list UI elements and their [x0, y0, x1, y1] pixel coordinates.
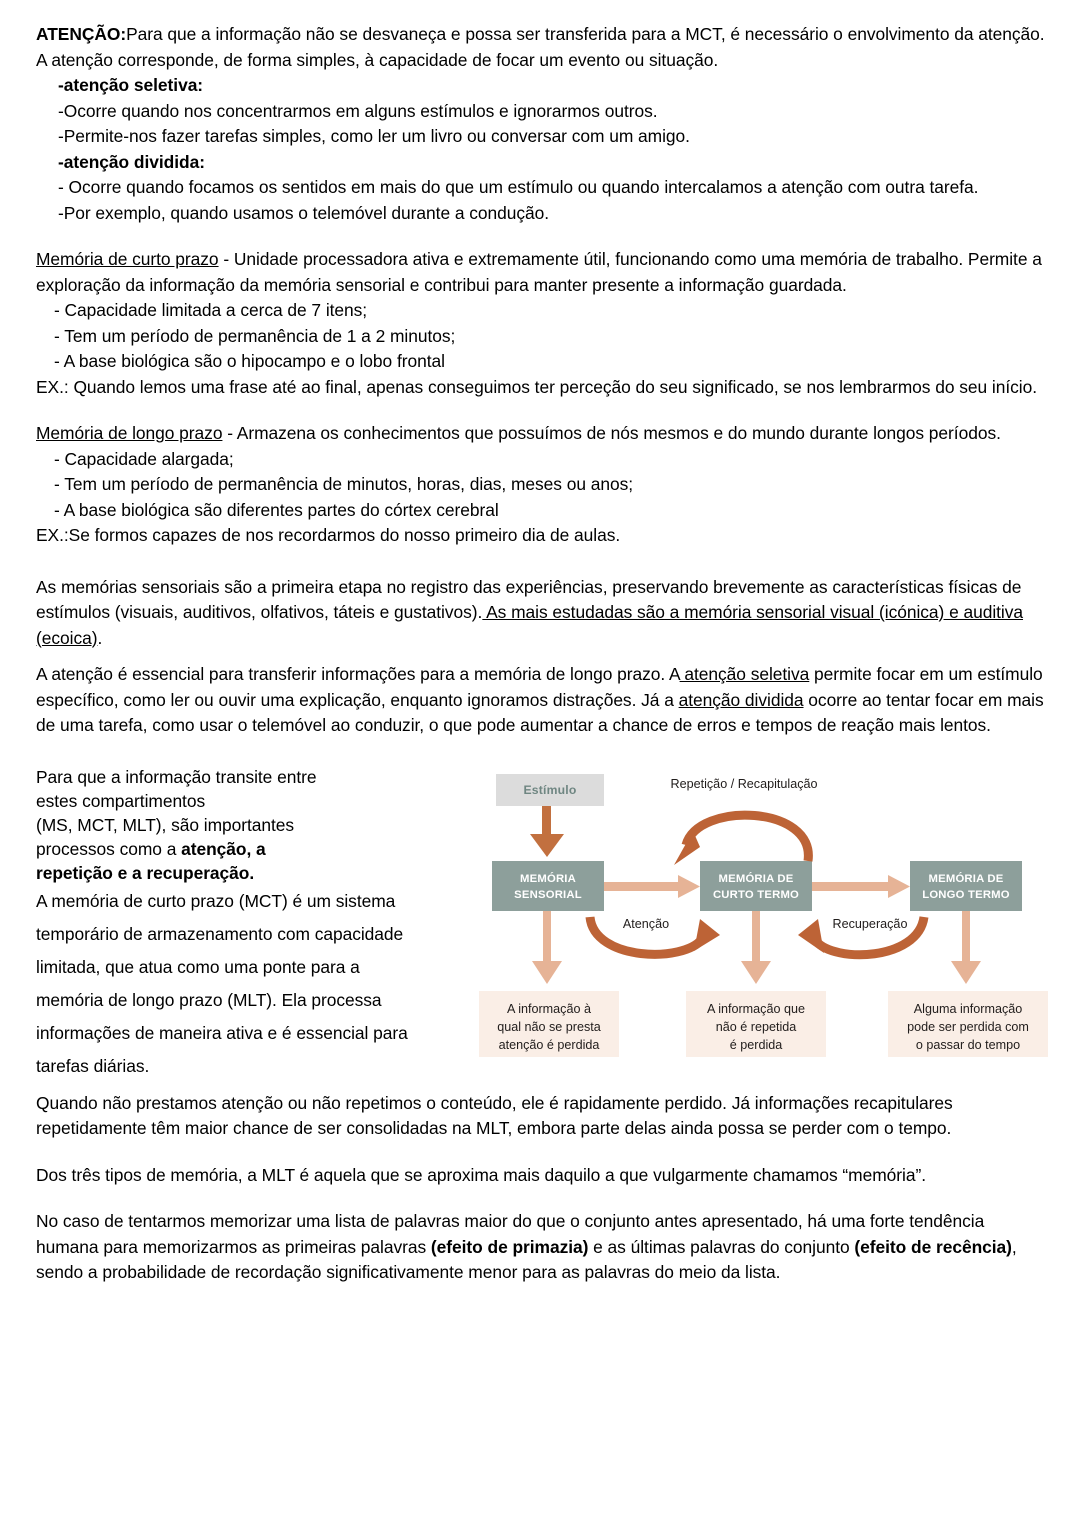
closing-paragraph-3 [36, 1209, 1050, 1286]
stage-box-sensory-line2: SENSORIAL [514, 888, 582, 901]
spacer [36, 1142, 1050, 1163]
selective-attention-line-1: -Ocorre quando nos concentrarmos em alguns estímulos e ignorarmos outros. [58, 100, 658, 121]
retrieval-label: Recuperação [832, 916, 908, 931]
spacer [36, 739, 1050, 765]
arrow-short-term-to-loss [741, 911, 771, 984]
loss-box-long-term-line2: pode ser perdida com [907, 1019, 1029, 1034]
long-term-memory-term: Memória de longo prazo [36, 423, 223, 443]
memory-model-diagram-svg [478, 765, 1050, 1065]
processes-line-5 [36, 861, 411, 885]
loss-box-long-term-line3: o passar do tempo [915, 1037, 1021, 1052]
attention-heading: ATENÇÃO: [36, 24, 127, 44]
attention-transfer-selective: atenção seletiva [679, 664, 810, 684]
processes-line-4-plain: processos como a [36, 838, 182, 859]
closing-paragraph-1: Quando não prestamos atenção ou não repetimos o conteúdo, ele é rapidamente perdido. Já informações recapitulares repetidamente têm maior chance de ser consolidadas na MLT, embora parte delas ainda possa se perder com o tempo. [36, 1092, 953, 1138]
long-term-bullet-2: - Tem um período de permanência de minutos, horas, dias, meses ou anos; [54, 474, 634, 494]
short-term-bullet-3: - A base biológica são o hipocampo e o lobo frontal [54, 351, 445, 371]
divided-attention-heading [36, 150, 1050, 176]
long-term-bullet-1: - Capacidade alargada; [54, 448, 234, 469]
closing-paragraph-3-e: , sendo a probabilidade de recordação significativamente menor para as palavras do meio da lista. [36, 1236, 1017, 1282]
spacer [36, 400, 1050, 421]
selective-attention-line-2: -Permite-nos fazer tarefas simples, como ler um livro ou conversar com um amigo. [58, 126, 690, 146]
arrow-rehearsal-loop [674, 815, 808, 865]
loss-box-sensory-line3: atenção é perdida [498, 1037, 600, 1052]
spacer [36, 226, 1050, 247]
attention-intro-paragraph [36, 22, 1050, 73]
sensory-memory-underlined: As mais estudadas são a memória sensorial visual (icónica) e auditiva (ecoica) [36, 602, 1024, 648]
attention-label: Atenção [622, 916, 670, 931]
stage-box-long-term-line1: MEMÓRIA DE [928, 872, 1004, 885]
arrow-short-term-to-long-term [812, 875, 910, 898]
stage-box-long-term-rect [910, 861, 1022, 911]
stage-box-short-term-line1: MEMÓRIA DE [718, 872, 794, 885]
divided-attention-line-2: -Por exemplo, quando usamos o telemóvel durante a condução. [58, 202, 550, 223]
stage-box-long-term-line2: LONGO TERMO [922, 888, 1010, 901]
primacy-effect-term: (efeito de primazia) [430, 1236, 589, 1257]
processes-text-column [36, 765, 411, 1083]
loss-box-short-term-line2: não é repetida [715, 1019, 797, 1034]
processes-line-4 [36, 837, 411, 861]
divided-attention-heading-text: -atenção dividida: [58, 151, 205, 172]
loss-box-sensory-line2: qual não se presta [497, 1019, 601, 1034]
short-term-bullet-1: - Capacidade limitada a cerca de 7 itens; [54, 300, 368, 320]
long-term-memory-definition [36, 421, 1050, 447]
attention-transfer-part2: permite focar em um estímulo específico, como ler ou ouvir uma explicação, enquanto ignoramos distrações. Já a [36, 664, 1043, 710]
loss-box-short-term [686, 991, 826, 1057]
stage-box-short-term [700, 861, 812, 911]
attention-transfer-paragraph [36, 662, 1050, 739]
spacer [36, 1188, 1050, 1209]
long-term-memory-definition-text: - Armazena os conhecimentos que possuímos de nós mesmos e do mundo durante longos períodos. [222, 423, 1001, 443]
closing-paragraph-3-a: No caso de tentarmos memorizar uma lista de palavras maior do que o conjunto antes apresentado, há uma forte tendência humana para memorizarmos as primeiras palavras [36, 1211, 985, 1257]
sensory-memory-tail: . [97, 627, 103, 648]
stage-box-sensory [492, 861, 604, 911]
processes-line-2: estes compartimentos [36, 790, 206, 811]
processes-line-5-bold: repetição e a recuperação. [36, 862, 255, 883]
selective-attention-heading [36, 73, 1050, 99]
arrow-stimulus-to-sensory [530, 806, 564, 857]
selective-attention-heading-text: -atenção seletiva: [58, 75, 204, 95]
processes-line-4-bold: atenção, a [181, 838, 266, 859]
processes-line-1: Para que a informação transite entre [36, 766, 317, 787]
short-term-example: EX.: Quando lemos uma frase até ao final, apenas conseguimos ter perceção do seu significado, se nos lembrarmos do seu início. [36, 376, 1037, 397]
short-term-memory-definition [36, 247, 1050, 298]
attention-intro-text: Para que a informação não se desvaneça e possa ser transferida para a MCT, é necessário o envolvimento da atenção. A atenção corresponde, de forma simples, à capacidade de focar um evento ou situação. [36, 24, 1045, 70]
short-term-memory-term: Memória de curto prazo [36, 249, 219, 269]
long-term-example: EX.:Se formos capazes de nos recordarmos do nosso primeiro dia de aulas. [36, 525, 621, 545]
stage-box-short-term-rect [700, 861, 812, 911]
loss-box-short-term-line1: A informação que [706, 1001, 806, 1016]
recency-effect-term: (efeito de recência) [854, 1236, 1012, 1257]
loss-box-long-term [888, 991, 1048, 1057]
loss-box-long-term-line1: Alguma informação [913, 1001, 1023, 1016]
memory-model-diagram [478, 765, 1050, 1065]
loss-box-short-term-line3: é perdida [729, 1037, 783, 1052]
divided-attention-line-1: - Ocorre quando focamos os sentidos em mais do que um estímulo ou quando intercalamos a atenção com outra tarefa. [58, 177, 979, 197]
stage-box-long-term [910, 861, 1022, 911]
sensory-memory-plain: As memórias sensoriais são a primeira etapa no registro das experiências, preservando brevemente as características físicas de estímulos (visuais, auditivos, olfativos, táteis e gustativos). [36, 576, 1022, 622]
attention-transfer-part1: A atenção é essencial para transferir informações para a memória de longo prazo. A [36, 664, 680, 684]
attention-transfer-part3: ocorre ao tentar focar em mais de uma tarefa, como usar o telemóvel ao conduzir, o que pode aumentar a chance de erros e tempos de reação mais lentos. [36, 689, 1044, 735]
closing-paragraph-3-c: e as últimas palavras do conjunto [588, 1236, 855, 1257]
spacer [36, 651, 1050, 662]
short-term-memory-definition-text: - Unidade processadora ativa e extremamente útil, funcionando como uma memória de trabalho. Permite a exploração da informação da memória sensorial e contribui para manter presente a informação guardada. [36, 249, 1042, 295]
stage-box-sensory-rect [492, 861, 604, 911]
loss-box-sensory-line1: A informação à [506, 1001, 592, 1016]
short-term-memory-summary: A memória de curto prazo (MCT) é um sistema temporário de armazenamento com capacidade limitada, que atua como uma ponte para a memória de longo prazo (MLT). Ela processa informações de maneira ativa e é essencial para tarefas diárias. [36, 890, 408, 1076]
arrow-long-term-to-loss [951, 911, 981, 984]
document-content [36, 22, 1050, 1286]
attention-transfer-divided: atenção dividida [678, 689, 804, 710]
short-term-bullet-2: - Tem um período de permanência de 1 a 2 minutos; [54, 325, 456, 346]
rehearsal-label: Repetição / Recapitulação [670, 776, 818, 791]
arrow-sensory-to-short-term [604, 875, 700, 898]
stimulus-box-label: Estímulo [523, 782, 577, 797]
sensory-memory-paragraph [36, 575, 1050, 652]
processes-and-diagram-band [36, 765, 1050, 1076]
long-term-bullet-3: - A base biológica são diferentes partes do córtex cerebral [54, 499, 499, 520]
closing-paragraph-2: Dos três tipos de memória, a MLT é aquela que se aproxima mais daquilo a que vulgarmente chamamos “memória”. [36, 1164, 926, 1185]
arrow-sensory-to-loss [532, 911, 562, 984]
processes-line-3: (MS, MCT, MLT), são importantes [36, 814, 295, 835]
stimulus-box [496, 774, 604, 806]
stage-box-short-term-line2: CURTO TERMO [712, 888, 800, 901]
spacer [36, 549, 1050, 575]
stage-box-sensory-line1: MEMÓRIA [520, 872, 576, 885]
loss-box-sensory [479, 991, 619, 1057]
